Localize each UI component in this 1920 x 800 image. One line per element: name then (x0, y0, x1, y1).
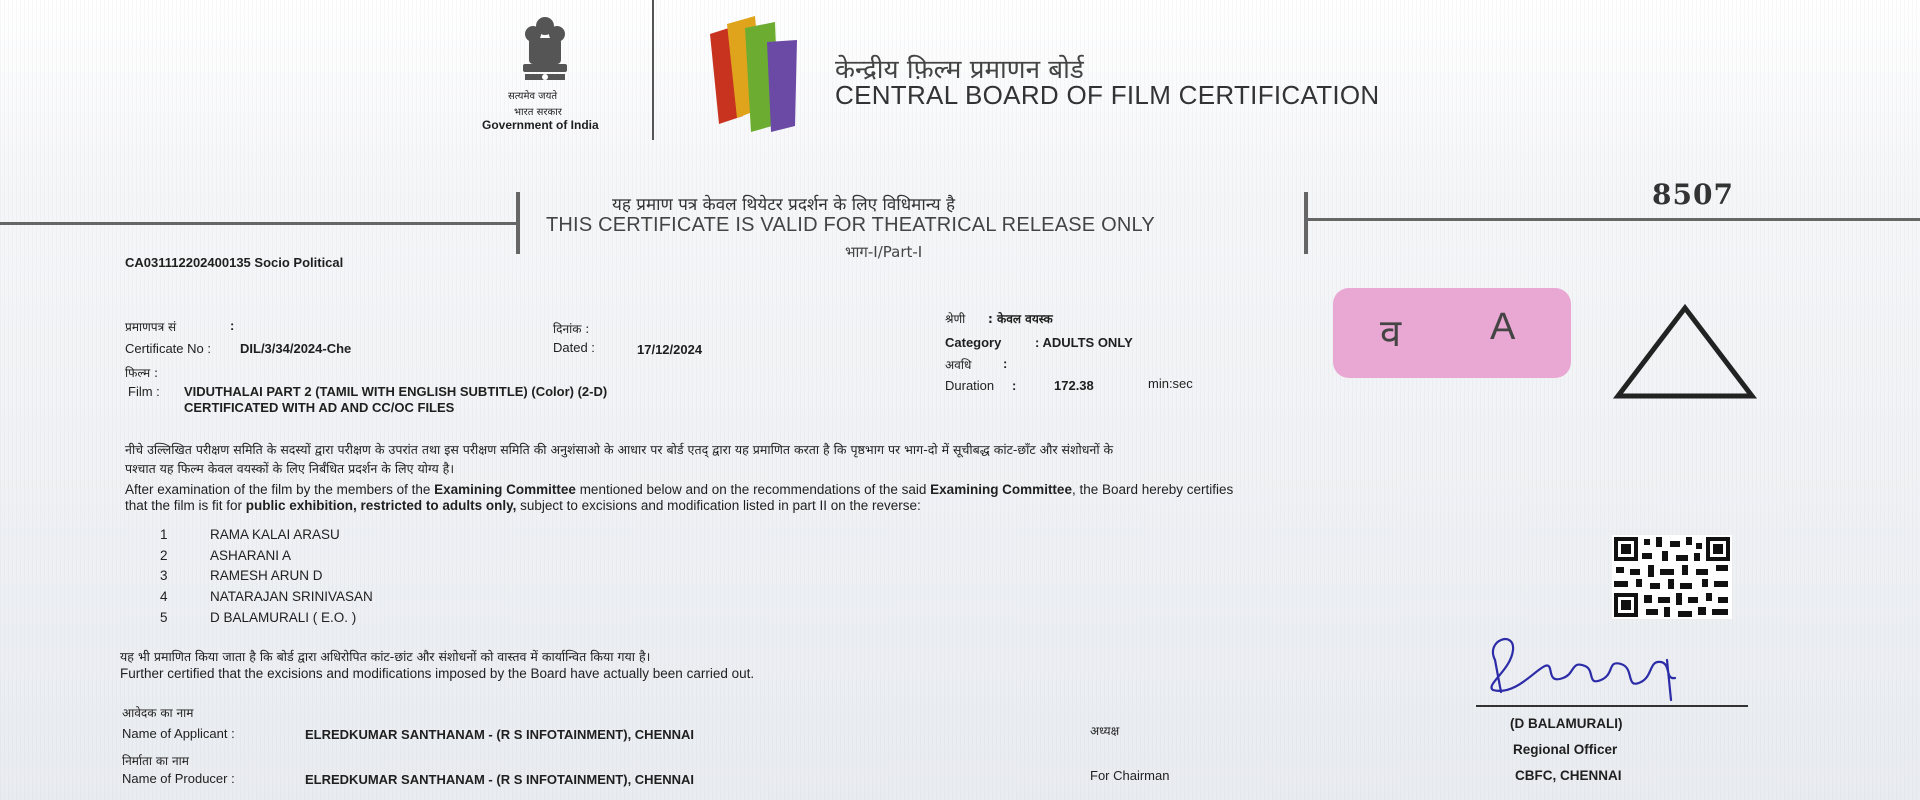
duration-label-hindi: अवधि (945, 358, 972, 372)
further-certified-english: Further certified that the excisions and modifications imposed by the Board have actually been carried out. (120, 666, 755, 681)
duration-label: Duration (945, 378, 995, 393)
film-label: Film : (128, 384, 160, 399)
producer-label-hindi: निर्माता का नाम (122, 754, 189, 768)
header-divider (652, 0, 654, 140)
duration-value: 172.38 (1054, 378, 1094, 393)
emblem-hindi-caption: भारत सरकार (514, 107, 562, 118)
duration-colon: : (1012, 378, 1017, 393)
film-title-line-1: VIDUTHALAI PART 2 (TAMIL WITH ENGLISH SUBTITLE) (Color) (2-D) (184, 384, 608, 399)
category-label: Category (945, 335, 1002, 350)
chairman-label-hindi: अध्यक्ष (1090, 724, 1120, 738)
member-name: ASHARANI A (210, 548, 292, 563)
rating-triangle-icon (1610, 300, 1760, 405)
member-name: RAMESH ARUN D (210, 568, 323, 583)
certification-para-english-1: After examination of the film by the members of the Examining Committee mentioned below and on the recommendations of the said Examining Committee, the Board hereby certifies (125, 482, 1234, 497)
member-number: 5 (160, 610, 168, 625)
duration-hindi-colon: : (1003, 356, 1008, 371)
applicant-value: ELREDKUMAR SANTHANAM - (R S INFOTAINMENT), CHENNAI (305, 727, 695, 742)
producer-value: ELREDKUMAR SANTHANAM - (R S INFOTAINMENT), CHENNAI (305, 772, 695, 787)
signature-line (1476, 705, 1748, 707)
certificate-no-colon: : (230, 318, 235, 333)
member-number: 2 (160, 548, 168, 563)
category-value-hindi: : केवल वयस्क (988, 312, 1053, 326)
rating-badge (1333, 288, 1571, 378)
category-value: : ADULTS ONLY (1035, 335, 1133, 350)
member-number: 3 (160, 568, 168, 583)
film-label-hindi: फिल्म : (125, 366, 159, 380)
certification-para-hindi-1: नीचे उल्लिखित परीक्षण समिति के सदस्यों द्वारा परीक्षण के उपरांत तथा इस परीक्षण समिति की अनुशंसाओ के आधार पर बोर्ड एतद् द्वारा यह प्रमाणित करता है कि पृष्ठभाग पर भाग-दो में सूचीबद्ध कांट-छाँट और संशोधनों के (125, 442, 1114, 457)
cbfc-logo-icon (705, 6, 815, 141)
banner-bracket-right (1304, 192, 1308, 254)
duration-unit: min:sec (1148, 376, 1193, 391)
government-of-india-label: Government of India (482, 118, 599, 132)
banner-bracket-left (516, 192, 520, 254)
part-label: भाग-I/Part-I (845, 243, 923, 261)
member-name: RAMA KALAI ARASU (210, 527, 340, 542)
banner-english: THIS CERTIFICATE IS VALID FOR THEATRICAL RELEASE ONLY (546, 214, 1155, 236)
board-name-hindi: केन्द्रीय फ़िल्म प्रमाणन बोर्ड (835, 55, 1084, 85)
certification-para-english-2: that the film is fit for public exhibition, restricted to adults only, subject to excisions and modification listed in part II on the reverse: (125, 498, 921, 513)
member-number: 1 (160, 527, 168, 542)
film-title-line-2: CERTIFICATED WITH AD AND CC/OC FILES (184, 400, 455, 415)
qr-code-icon (1612, 535, 1732, 624)
applicant-label: Name of Applicant : (122, 726, 235, 741)
member-name: NATARAJAN SRINIVASAN (210, 589, 373, 604)
member-number: 4 (160, 589, 168, 604)
date-value: 17/12/2024 (637, 342, 703, 357)
certificate-no-label: Certificate No : (125, 341, 211, 356)
emblem-motto: सत्यमेव जयते (508, 91, 558, 102)
officer-name: (D BALAMURALI) (1510, 716, 1623, 731)
signature-mark (1475, 630, 1705, 715)
board-name-english: CENTRAL BOARD OF FILM CERTIFICATION (835, 80, 1380, 110)
further-certified-hindi: यह भी प्रमाणित किया जाता है कि बोर्ड द्वारा अधिरोपित कांट-छांट और संशोधनों को वास्तव में कार्यान्वित किया गया है। (120, 649, 651, 664)
reference-code: CA031112202400135 Socio Political (125, 255, 344, 270)
rating-symbol-hindi: व (1380, 311, 1402, 355)
certificate-no-value: DIL/3/34/2024-Che (240, 341, 352, 356)
date-label: Dated : (553, 340, 595, 355)
officer-title: Regional Officer (1513, 742, 1618, 757)
rating-symbol-english: A (1490, 306, 1516, 348)
serial-number: 8507 (1652, 178, 1734, 211)
certification-para-hindi-2: पश्चात यह फिल्म केवल वयस्कों के लिए निर्बंधित प्रदर्शन के लिए योग्य है। (125, 461, 455, 476)
date-label-hindi: दिनांक : (553, 322, 590, 336)
officer-office: CBFC, CHENNAI (1515, 768, 1622, 783)
banner-rule-right (1306, 218, 1920, 221)
banner-rule-left (0, 222, 520, 225)
applicant-label-hindi: आवेदक का नाम (122, 706, 194, 720)
banner-hindi: यह प्रमाण पत्र केवल थियेटर प्रदर्शन के लिए विधिमान्य है (612, 195, 956, 215)
producer-label: Name of Producer : (122, 771, 235, 786)
member-name: D BALAMURALI ( E.O. ) (210, 610, 357, 625)
certificate-no-label-hindi: प्रमाणपत्र सं (125, 320, 177, 334)
chairman-label: For Chairman (1090, 768, 1170, 783)
category-label-hindi: श्रेणी (945, 312, 966, 326)
